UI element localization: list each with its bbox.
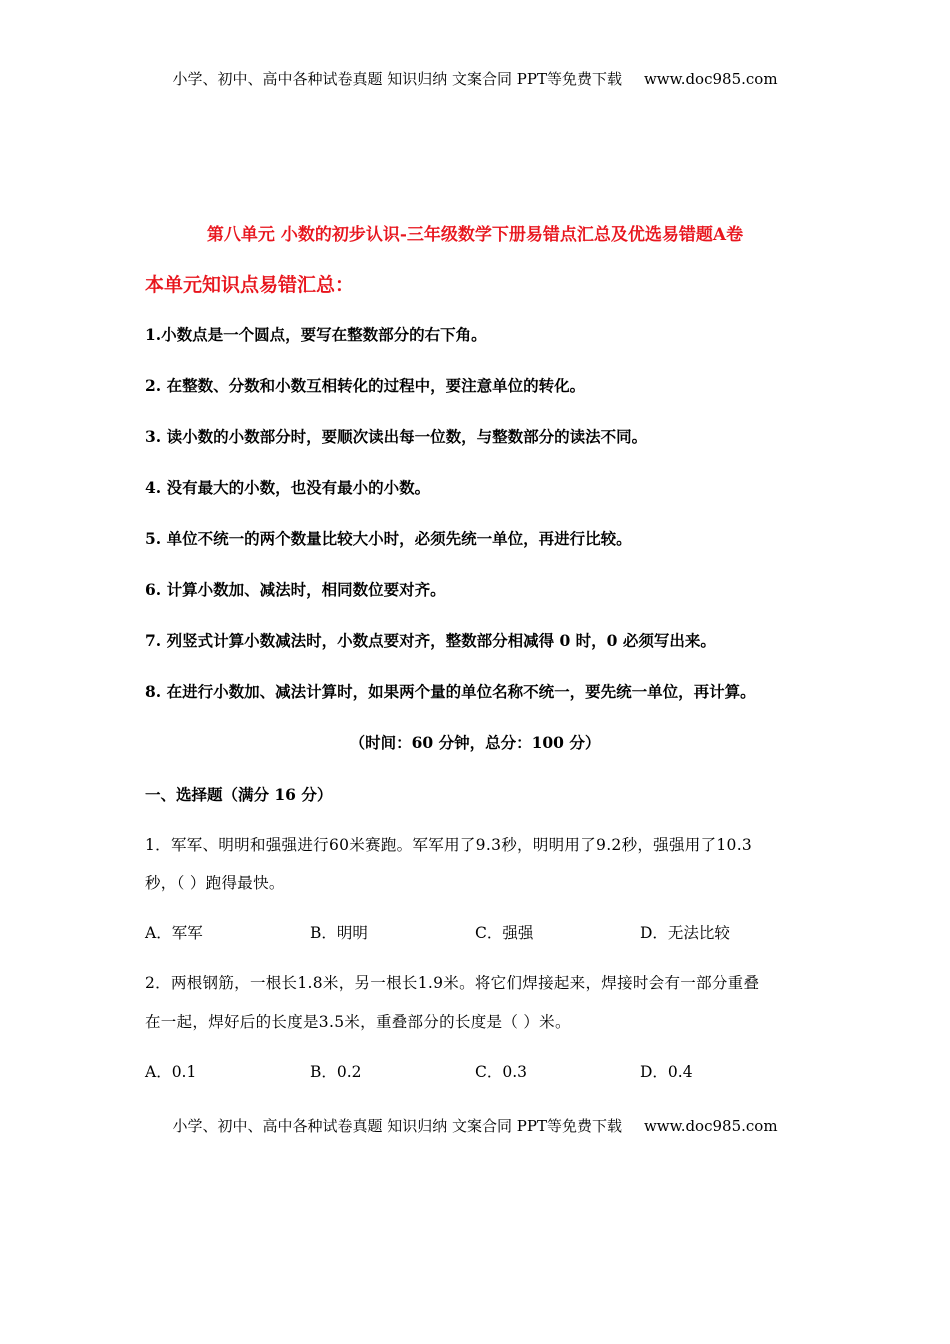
q1-option-a[interactable]: A．军军 [145,924,203,942]
q1-option-c[interactable]: C．强强 [475,924,534,942]
error-point-2: 2. 在整数、分数和小数互相转化的过程中，要注意单位的转化。 [145,376,586,395]
error-point-6: 6. 计算小数加、减法时，相同数位要对齐。 [145,580,446,599]
footer-text: 小学、初中、高中各种试卷真题 知识归纳 文案合同 PPT等免费下载 [172,1117,622,1135]
time-info: （时间：60 分钟，总分：100 分） [349,733,601,752]
error-point-7: 7. 列竖式计算小数减法时，小数点要对齐，整数部分相减得 0 时，0 必须写出来。 [145,631,716,650]
error-point-3: 3. 读小数的小数部分时，要顺次读出每一位数，与整数部分的读法不同。 [145,427,648,446]
q1-option-b[interactable]: B．明明 [310,924,368,942]
question-1-line-1: 1．军军、明明和强强进行60米赛跑。军军用了9.3秒，明明用了9.2秒，强强用了10.3 [145,836,753,854]
footer-site-link[interactable]: www.doc985.com [643,1117,778,1135]
question-2-line-2: 在一起，焊好后的长度是3.5米，重叠部分的长度是（ ）米。 [145,1013,571,1031]
page-footer [0,1115,950,1136]
q2-option-b[interactable]: B．0.2 [310,1063,362,1081]
q2-option-d[interactable]: D．0.4 [640,1063,693,1081]
document-title: 第八单元 小数的初步认识-三年级数学下册易错点汇总及优选易错题A卷 [206,225,744,245]
question-1-line-2: 秒，（ ）跑得最快。 [145,874,285,892]
question-2-line-1: 2．两根钢筋，一根长1.8米，另一根长1.9米。将它们焊接起来，焊接时会有一部分重叠 [145,974,760,992]
header-site-link[interactable]: www.doc985.com [643,70,778,88]
error-point-8: 8. 在进行小数加、减法计算时，如果两个量的单位名称不统一，要先统一单位，再计算。 [145,682,756,701]
error-point-1: 1.小数点是一个圆点，要写在整数部分的右下角。 [145,325,487,344]
page-header [0,68,950,89]
header-text: 小学、初中、高中各种试卷真题 知识归纳 文案合同 PPT等免费下载 [172,70,622,88]
q1-option-d[interactable]: D．无法比较 [640,924,730,942]
summary-heading: 本单元知识点易错汇总： [145,274,355,296]
section-heading: 一、选择题（满分 16 分） [145,785,333,804]
error-point-5: 5. 单位不统一的两个数量比较大小时，必须先统一单位，再进行比较。 [145,529,632,548]
q2-option-a[interactable]: A．0.1 [145,1063,197,1081]
q2-option-c[interactable]: C．0.3 [475,1063,528,1081]
error-point-4: 4. 没有最大的小数，也没有最小的小数。 [145,478,431,497]
